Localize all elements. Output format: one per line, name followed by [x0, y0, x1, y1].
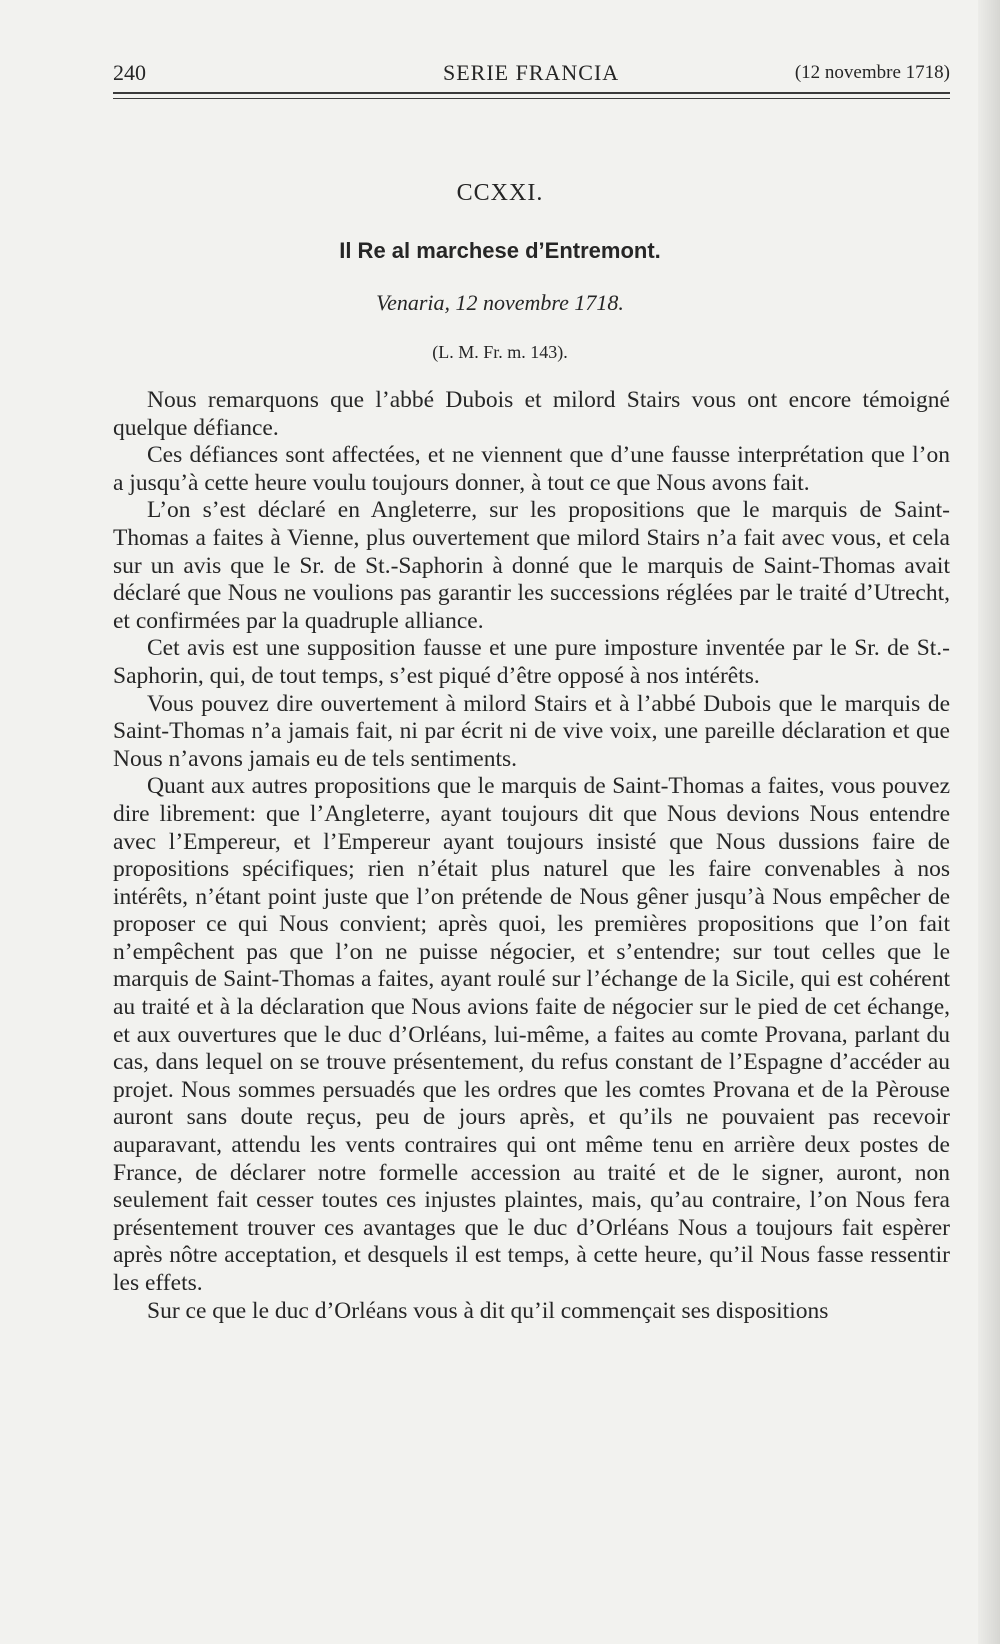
paragraph: Vous pouvez dire ouvertement à milord Stairs et à l’abbé Dubois que le marquis de Saint-Thomas n’a jamais fait, ni par écrit ni de vive voix, une pareille déclaration et que Nous n’avons jamais eu de tels sentiments.: [113, 690, 950, 772]
header-rule-thick: [113, 92, 950, 94]
paragraph: Ces défiances sont affectées, et ne viennent que d’une fausse interprétation que l’on a jusqu’à cette heure voulu toujours donner, à tout ce que Nous avons fait.: [113, 442, 950, 496]
document-number: CCXXI.: [456, 180, 544, 206]
paragraph: L’on s’est déclaré en Angleterre, sur les propositions que le marquis de Saint-Thomas a faites à Vienne, plus ouvertement que milord Stairs n’a fait avec vous, et cela sur un avis que le Sr. de St.-Saphorin à donné que le marquis de Saint-Thomas avait déclaré que Nous ne voulions pas garantir les successions réglées par le traité d’Utrecht, et confirmées par la quadruple alliance.: [113, 497, 950, 634]
paragraph: Sur ce que le duc d’Orléans vous à dit qu’il commençait ses dispositions: [147, 1297, 829, 1324]
page-number: 240: [113, 60, 146, 85]
header-rule-thin: [113, 98, 950, 99]
letter-body: [113, 387, 950, 1325]
paragraph: Quant aux autres propositions que le marquis de Saint-Thomas a faites, vous pouvez dire librement: que l’Angleterre, ayant toujours dit que Nous devions Nous entendre avec l’Empereur, et l’Empereur ayant toujours insisté que Nous dussions faire de propositions spécifiques; rien n’était plus naturel que les faire convenables à nos intérêts, n’étant point juste que l’on prétende de Nous gêner jusqu’à Nous empêcher de proposer ce qui Nous convient; après quoi, les premières propositions que l’on fait n’empêchent pas que l’on ne puisse négocier, et s’entendre; sur tout celles que le marquis de Saint-Thomas a faites, ayant roulé sur l’échange de la Sicile, qui est cohérent au traité et à la déclaration que Nous avions faite de négocier sur le pied de cet échange, et aux ouvertures que le duc d’Orléans, lui-même, a faites au comte Provana, parlant du cas, dans lequel on se trouve présentement, du refus constant de l’Espagne d’accéder au projet. Nous sommes persuadés que les ordres que les comtes Provana et de la Pèrouse auront sans doute reçus, peu de jours après, et qu’ils ne pouvaient pas recevoir auparavant, attendu les vents contraires qui ont même tenu en arrière deux postes de France, de déclarer notre formelle accession au traité et de le signer, auront, non seulement fait cesser toutes ces injustes plaintes, mais, qu’au contraire, l’on Nous fera présentement trouver ces avantages que le duc d’Orléans Nous a toujours fait espèrer après nôtre acceptation, et desquels il est temps, à cette heure, qu’il Nous fasse ressentir les effets.: [113, 773, 950, 1296]
paragraph: Cet avis est une supposition fausse et une pure imposture inventée par le Sr. de St.-Saphorin, qui, de tout temps, s’est piqué d’être opposé à nos intérêts.: [113, 635, 950, 689]
document-place-date: Venaria, 12 novembre 1718.: [376, 290, 624, 315]
paragraph: Nous remarquons que l’abbé Dubois et milord Stairs vous ont encore témoigné quelque défiance.: [113, 387, 950, 441]
document-title: Il Re al marchese d’Entremont.: [339, 238, 661, 263]
document-source: (L. M. Fr. m. 143).: [432, 342, 568, 362]
running-head: [113, 56, 950, 88]
running-head-date: (12 novembre 1718): [794, 62, 950, 83]
series-title: SERIE FRANCIA: [443, 60, 620, 85]
